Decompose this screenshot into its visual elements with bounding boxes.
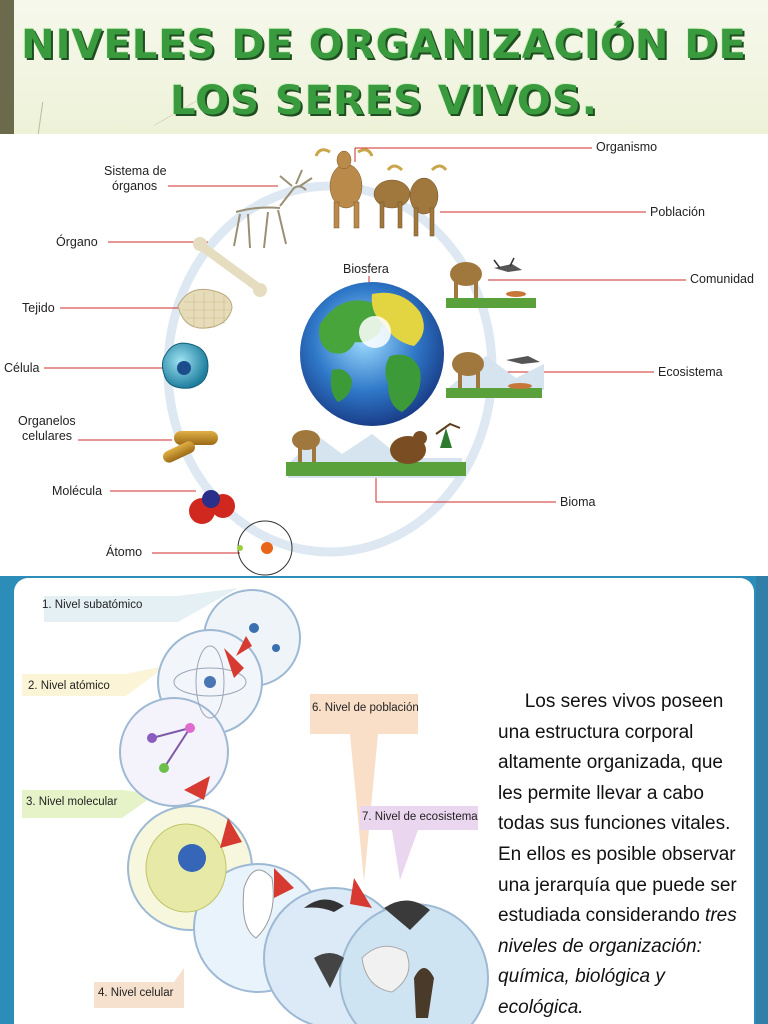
label-biosfera: Biosfera <box>343 262 389 276</box>
label-poblacion: Población <box>650 205 705 219</box>
page-title-line-1: NIVELES DE ORGANIZACIÓN DE <box>21 22 747 68</box>
paragraph-line: una estructura corporal <box>498 721 694 743</box>
label-atomo: Átomo <box>106 545 143 559</box>
level-label-subatomico: 1. Nivel subatómico <box>42 599 143 611</box>
page-title-line-2: LOS SERES VIVOS. <box>170 78 598 124</box>
paragraph-line: niveles de organización: <box>498 935 702 957</box>
description-paragraph <box>498 687 750 1024</box>
skeleton-figure <box>234 170 312 248</box>
label-organelos-celulares: Organelos celulares <box>18 414 76 443</box>
paragraph-line: todas sus funciones vitales. <box>498 813 731 835</box>
label-sistema-de-organos: Sistema de órganos <box>104 164 167 193</box>
title-banner <box>0 0 768 134</box>
label-celula: Célula <box>4 361 40 375</box>
paragraph-line: Los seres vivos poseen <box>524 691 724 712</box>
label-bioma: Bioma <box>560 495 596 509</box>
label-molecula: Molécula <box>52 484 103 498</box>
level-label-ecosistema: 7. Nivel de ecosistema <box>362 811 478 823</box>
paragraph-line: una jerarquía que puede ser <box>498 874 737 896</box>
paragraph-line: ecológica. <box>498 996 584 1018</box>
levels-illustration-panel <box>14 578 754 1024</box>
label-organo: Órgano <box>56 235 98 249</box>
level-label-poblacion: 6. Nivel de población <box>312 702 419 714</box>
earth-globe <box>300 282 444 426</box>
community-figure <box>446 258 536 308</box>
level-label-celular: 4. Nivel celular <box>98 987 174 999</box>
biome-figure <box>286 424 466 478</box>
bone-figure <box>193 237 267 297</box>
paragraph-line: En ellos es posible observar <box>498 843 736 865</box>
diagram-illustration <box>0 134 768 576</box>
level-label-atomico: 2. Nivel atómico <box>28 680 110 692</box>
level-label-molecular: 3. Nivel molecular <box>26 796 118 808</box>
bear-figure <box>390 431 427 464</box>
cell-figure <box>162 343 208 388</box>
label-comunidad: Comunidad <box>690 272 754 286</box>
levels-circle-diagram <box>0 134 768 576</box>
panel-frame-edge <box>756 576 768 1024</box>
label-tejido: Tejido <box>22 301 55 315</box>
label-organismo: Organismo <box>596 140 658 154</box>
paragraph-line: química, biológica y <box>498 966 665 988</box>
molecule-figure <box>189 490 235 524</box>
paragraph-line: estudiada considerando tres <box>498 905 737 927</box>
label-ecosistema: Ecosistema <box>658 365 723 379</box>
paragraph-line: altamente organizada, que <box>498 752 723 774</box>
paragraph-line: les permite llevar a cabo <box>498 782 704 804</box>
tissue-figure <box>178 289 232 328</box>
bird-figure <box>436 424 460 434</box>
